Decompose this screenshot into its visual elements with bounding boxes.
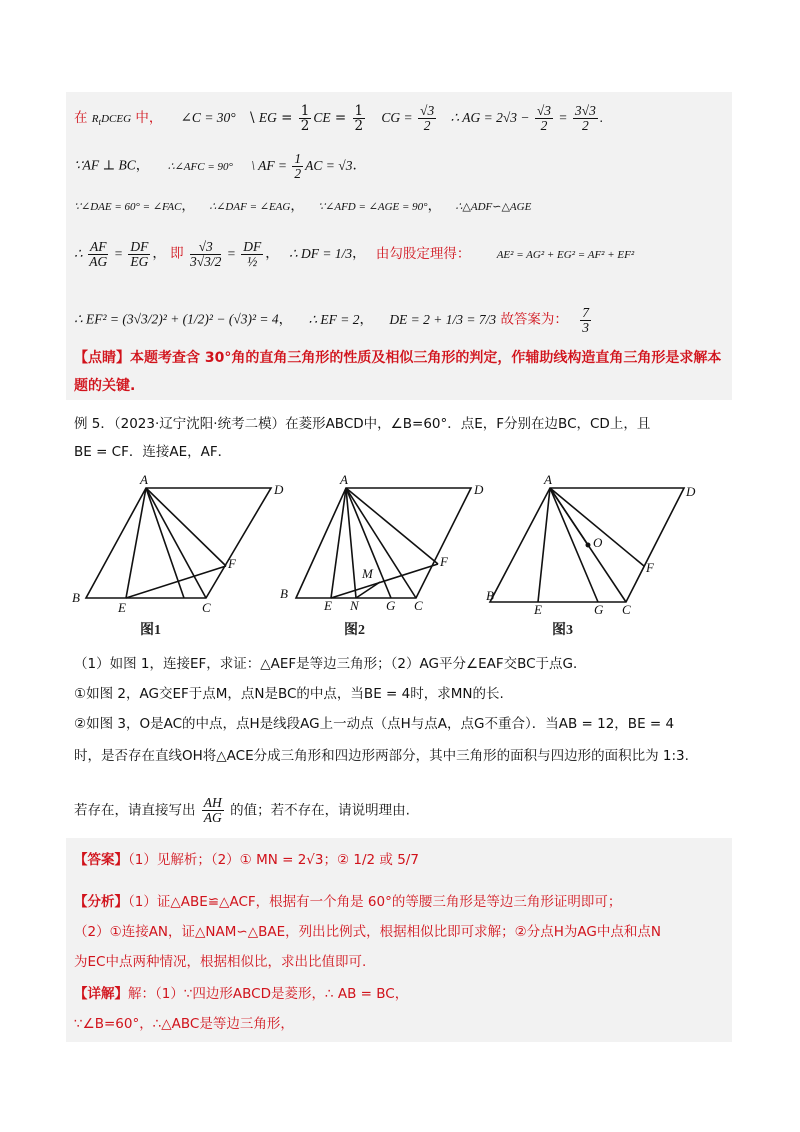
dianjing-line-1: 【点睛】本题考查含 30°角的直角三角形的性质及相似三角形的判定，作辅助线构造直角三角形是求解本 xyxy=(74,350,722,366)
question-1: （1）如图 1，连接EF，求证：△AEF是等边三角形；（2）AG平分∠EAF交BC于点G． xyxy=(74,656,587,672)
solution-line-2: ∵AF ⊥ BC， ∴∠AFC = 90° \ AF = $\frac{1}{2}$ AC = √3. xyxy=(74,151,357,181)
fig2-label: 图2 xyxy=(344,623,365,638)
solution-line-4: ∴ $\frac{AF}{AG}$ = $\frac{DF}{EG}$ ， 即 $\frac{√3}{3√3/2}$ = $\frac{DF}{\text{½}}$ ， ∴ DF = 1/3， 由勾股定理得： AE² = AG² + EG² = AF² + EF² xyxy=(74,239,635,269)
svg-text:F: F xyxy=(440,554,448,569)
question-2b: ②如图 3，O是AC的中点，点H是线段AG上一动点（点H与点A，点G不重合）．当AB = 12，BE = 4 xyxy=(74,716,675,732)
question-2b-ask: 若存在，请直接写出 $\frac{AH}{AG}$ 的值；若不存在，请说明理由. xyxy=(74,795,410,825)
example-header-2: BE = CF．连接AE，AF． xyxy=(74,444,232,460)
svg-text:N: N xyxy=(350,598,359,613)
svg-text:B: B xyxy=(280,586,288,601)
point-o xyxy=(586,543,591,548)
solution-line-3: ∵∠DAE = 60° = ∠FAC， ∴∠DAF = ∠EAG， ∵∠AFD = ∠AGE = 90°， ∴△ADF∽△AGE xyxy=(74,198,532,214)
dianjing-line-2: 题的关键. xyxy=(74,378,136,394)
svg-text:E: E xyxy=(534,602,542,617)
analysis-line-3: 为EC中点两种情况，根据相似比，求出比值即可. xyxy=(74,954,367,970)
geometry-figures xyxy=(66,470,732,642)
svg-text:A: A xyxy=(544,472,552,487)
svg-text:A: A xyxy=(340,472,348,487)
svg-text:O: O xyxy=(593,535,603,550)
svg-text:A: A xyxy=(140,472,148,487)
svg-text:G: G xyxy=(594,602,604,617)
fig3-label: 图3 xyxy=(552,623,573,638)
svg-text:F: F xyxy=(646,560,654,575)
fig1-label: 图1 xyxy=(140,623,161,638)
detail-line-2: ∵∠B=60°，∴△ABC是等边三角形， xyxy=(74,1016,294,1032)
svg-text:B: B xyxy=(486,588,494,603)
svg-text:D: D xyxy=(274,482,284,497)
svg-text:B: B xyxy=(72,590,80,605)
solution-line-5: ∴ EF² = (3√3/2)² + (1/2)² − (√3)² = 4， ∴ EF = 2， DE = 2 + 1/3 = 7/3 故答案为： $\frac{7}{3}$ xyxy=(74,305,589,335)
example-header: 例 5．（2023·辽宁沈阳·统考二模）在菱形ABCD中，∠B=60°．点E，F分别在边BC，CD上，且 xyxy=(74,416,651,432)
rt-triangle-ceg: $R_tDCEG$ xyxy=(91,113,132,128)
question-2a: ①如图 2，AG交EF于点M，点N是BC的中点，当BE = 4时，求MN的长. xyxy=(74,686,504,702)
svg-text:C: C xyxy=(202,600,211,615)
analysis-line-1: 【分析】（1）证△ABE≌△ACF，根据有一个角是 60°的等腰三角形是等边三角形证明即可； xyxy=(74,894,622,910)
svg-text:E: E xyxy=(118,600,126,615)
svg-text:F: F xyxy=(228,556,236,571)
svg-text:D: D xyxy=(686,484,696,499)
svg-text:C: C xyxy=(622,602,631,617)
svg-text:E: E xyxy=(324,598,332,613)
question-2b-cont: 时，是否存在直线OH将△ACE分成三角形和四边形两部分，其中三角形的面积与四边形的面积比为 1:3. xyxy=(74,748,689,764)
analysis-line-2: （2）①连接AN，证△NAM∽△BAE，列出比例式，根据相似比即可求解；②分点H为AG中点和点N xyxy=(74,924,661,940)
svg-text:C: C xyxy=(414,598,423,613)
svg-text:G: G xyxy=(386,598,396,613)
solution-line-1: 在 $R_tDCEG$ 中， ∠C = 30° \ EG = $\frac{1}{2}$ CE = $\frac{1}{2}$ CG = $\frac{√3}{2}$ ∴ AG = 2√3 − $\frac{√3}{2}$ = $\frac{3√3}{2}$ . xyxy=(74,103,604,134)
svg-text:D: D xyxy=(474,482,484,497)
detail-line-1: 【详解】解：（1）∵四边形ABCD是菱形，∴ AB = BC， xyxy=(74,986,409,1002)
svg-text:M: M xyxy=(362,566,373,581)
answer-line: 【答案】（1）见解析；（2）① MN = 2√3；② 1/2 或 5/7 xyxy=(74,852,419,868)
